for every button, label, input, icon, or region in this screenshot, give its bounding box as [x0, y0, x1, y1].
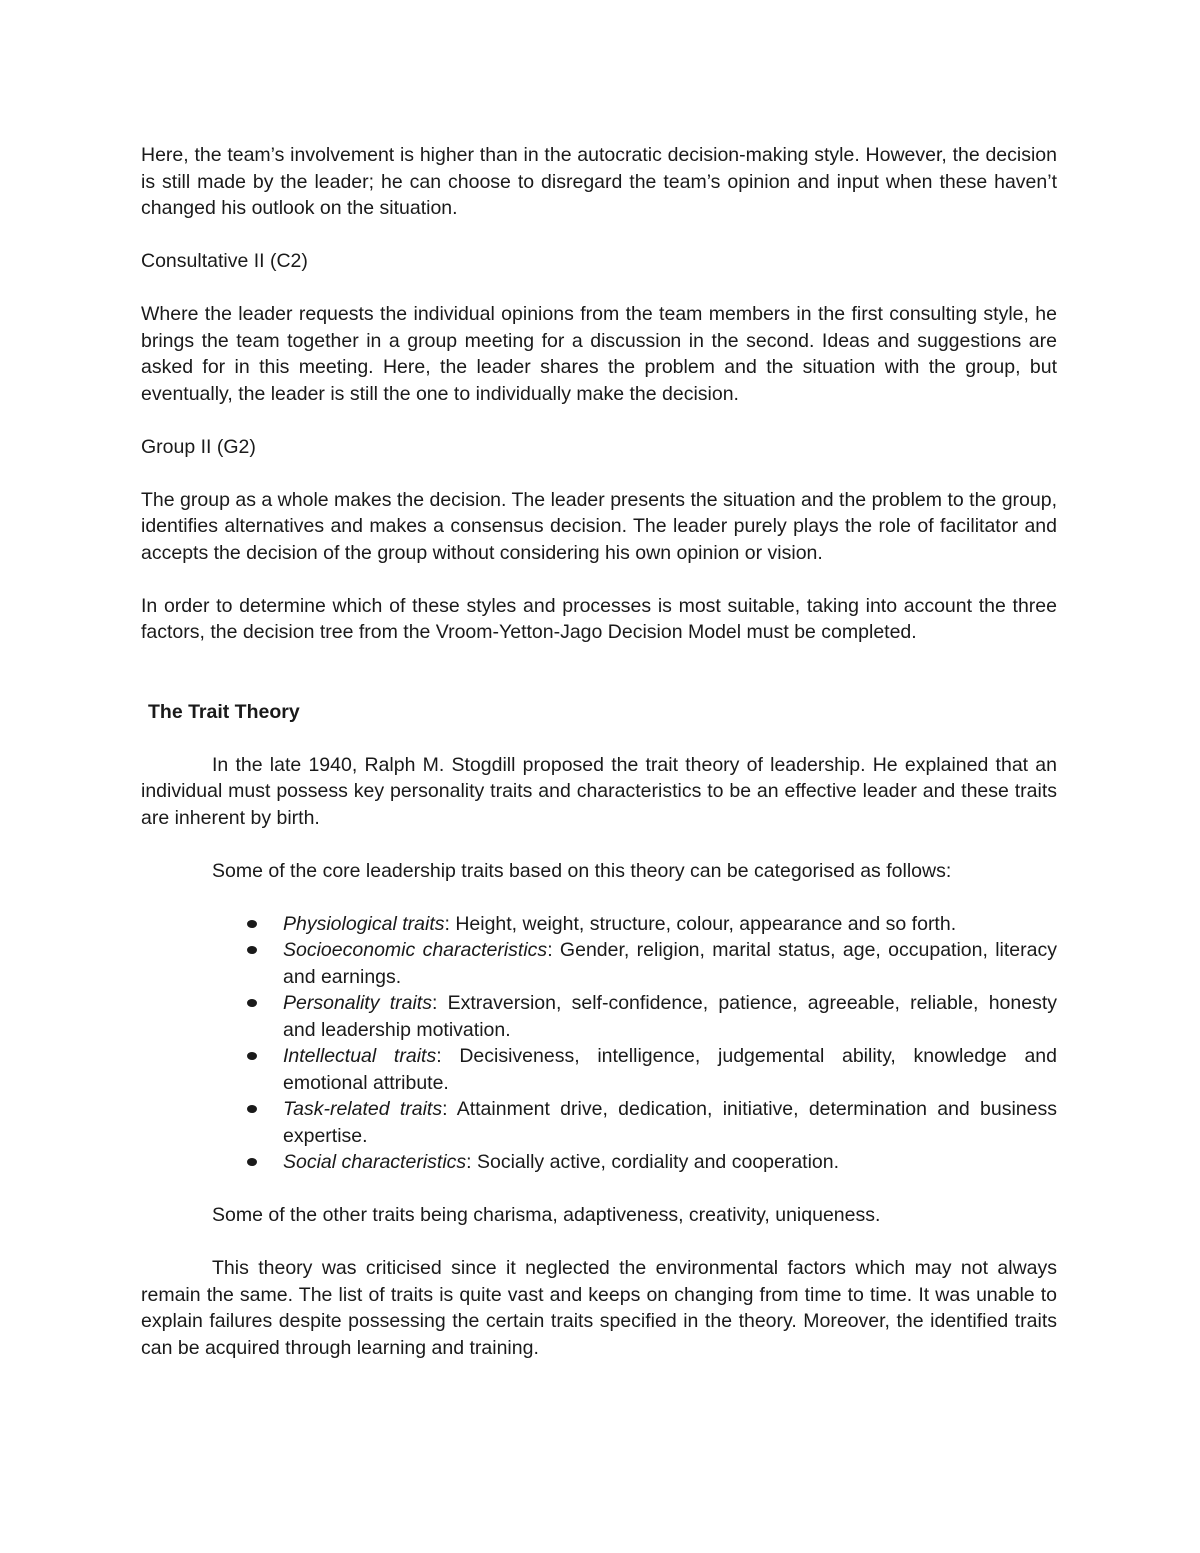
spacer [141, 672, 1057, 699]
paragraph-group-ii: The group as a whole makes the decision. The leader presents the situation and the problem to the group, identifies alternatives and makes a consensus decision. The leader purely plays the role of facilitator and accepts the decision of the group without considering his own opinion or vision. [141, 488, 1057, 564]
list-item [283, 937, 1057, 990]
trait-term: Physiological traits [283, 912, 445, 935]
section-heading-trait-theory: The Trait Theory [148, 700, 300, 723]
list-item [283, 1096, 1057, 1149]
traits-list [141, 911, 1057, 1176]
bullet-icon [247, 1052, 257, 1060]
paragraph-trait-lead-in: Some of the core leadership traits based on this theory can be categorised as follows: [212, 859, 952, 882]
trait-description: : Attainment drive, dedication, initiative, determination and business expertise. [283, 1098, 1057, 1147]
paragraph-trait-intro: In the late 1940, Ralph M. Stogdill proposed the trait theory of leadership. He explained that an individual must possess key personality traits and characteristics to be an effective leader and these traits are inherent by birth. [141, 753, 1057, 829]
paragraph-other-traits: Some of the other traits being charisma, adaptiveness, creativity, uniqueness. [212, 1204, 881, 1226]
bullet-icon [247, 1158, 257, 1166]
trait-term: Task-related traits [283, 1098, 443, 1120]
trait-term: Social characteristics [283, 1151, 467, 1173]
document-page [141, 142, 1057, 1388]
trait-term: Personality traits [283, 992, 432, 1014]
bullet-icon [247, 946, 257, 954]
bullet-icon [247, 999, 257, 1007]
subheading-consultative-ii: Consultative II (C2) [141, 250, 308, 272]
trait-term: Intellectual traits [283, 1045, 437, 1067]
paragraph-consultative-ii: Where the leader requests the individual opinions from the team members in the first consulting style, he brings the team together in a group meeting for a discussion in the second. Ideas and suggestions are asked for in this meeting. Here, the leader shares the problem and the situation with the group, but eventually, the leader is still the one to individually make the decision. [141, 303, 1057, 405]
trait-description: : Decisiveness, intelligence, judgemental ability, knowledge and emotional attribute. [283, 1045, 1057, 1094]
paragraph-decision-tree: In order to determine which of these styles and processes is most suitable, taking into account the three factors, the decision tree from the Vroom-Yetton-Jago Decision Model must be completed. [141, 594, 1057, 643]
list-item [283, 990, 1057, 1043]
bullet-icon [247, 1105, 257, 1113]
bullet-icon [247, 920, 257, 928]
paragraph-team-involvement: Here, the team’s involvement is higher than in the autocratic decision-making style. However, the decision is still made by the leader; he can choose to disregard the team’s opinion and input when these haven’t changed his outlook on the situation. [141, 144, 1057, 219]
subheading-group-ii: Group II (G2) [141, 435, 256, 458]
trait-description: : Socially active, cordiality and cooperation. [466, 1151, 840, 1173]
trait-term: Socioeconomic characteristics [283, 939, 548, 961]
paragraph-criticism: This theory was criticised since it neglected the environmental factors which may not always remain the same. The list of traits is quite vast and keeps on changing from time to time. It was unable to explain failures despite possessing the certain traits specified in the theory. Moreover, the identified traits can be acquired through learning and training. [141, 1257, 1057, 1359]
trait-description: : Gender, religion, marital status, age, occupation, literacy and earnings. [283, 939, 1057, 988]
trait-description: : Height, weight, structure, colour, appearance and so forth. [444, 912, 957, 935]
list-item [283, 1149, 1057, 1176]
list-item [283, 1043, 1057, 1096]
list-item [283, 911, 1057, 938]
trait-description: : Extraversion, self-confidence, patience, agreeable, reliable, honesty and leadership motivation. [283, 992, 1057, 1041]
